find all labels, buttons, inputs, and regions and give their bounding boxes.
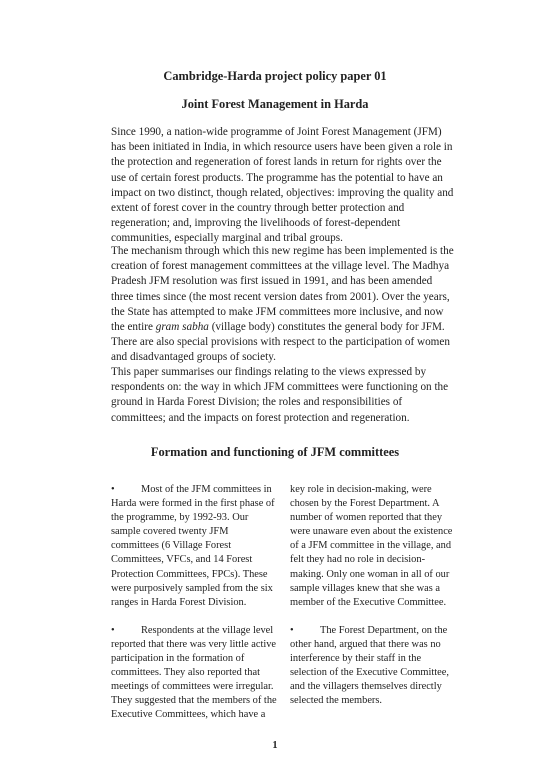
- series-title: Cambridge-Harda project policy paper 01: [163, 69, 387, 83]
- gram-sabha-term: gram sabha: [155, 321, 209, 334]
- intro-paragraph-2-part-b: (village body) constitutes the general body for JFM. There are also special provisions with respect to the participation of women and disadvantaged groups of society.: [111, 321, 450, 364]
- bullet-icon: •: [111, 484, 115, 495]
- left-column: [111, 483, 278, 737]
- intro-paragraph-1: Since 1990, a nation-wide programme of Joint Forest Management (JFM) has been initiated in India, in which resource users have been given a role in the protection and regeneration of forest lands in return for rights over the use of certain forest products. The programme has the potential to have an impact on two distinct, though related, objectives: improving the quality and extent of forest cover in the country through better protection and regeneration; and, improving the livelihoods of forest-dependent communities, especially marginal and tribal groups.: [111, 126, 454, 245]
- page-number: 1: [272, 740, 278, 751]
- document-title: Joint Forest Management in Harda: [181, 97, 369, 111]
- intro-paragraph-2-part-a: The mechanism through which this new regime has been implemented is the creation of forest management committees at the village level. The Madhya Pradesh JFM resolution was first issued in 1991, and has been amended three times since (the most recent version dates from 2001). Over the years, the State has attempted to make JFM committees more inclusive, and now the entire: [111, 245, 454, 334]
- bullet-text: The Forest Department, on the other hand, argued that there was no interference by their staff in the selection of the Executive Committee, and the villagers themselves directly selected the members.: [290, 624, 449, 707]
- bullet-text: Respondents at the village level reported that there was very little active participation in the formation of committees. They also reported that meetings of committees were irregular. They suggested that the members of the Executive Committees, which have a: [111, 624, 277, 721]
- intro-paragraph-2: [111, 244, 457, 366]
- bullet-item: [290, 624, 457, 709]
- section-heading: Formation and functioning of JFM committees: [150, 445, 400, 459]
- right-column: [290, 483, 457, 722]
- bullet-text: Most of the JFM committees in Harda were formed in the first phase of the programme, by 1992-93. Our sample covered twenty JFM committees (6 Village Forest Committees, VFCs, and 14 Forest Protection Committees, FPCs). These were purposively sampled from the six ranges in Harda Forest Division.: [111, 484, 275, 608]
- continued-text: key role in decision-making, were chosen by the Forest Department. A number of women reported that they were unaware even about the existence of a JFM committee in the village, and felt they had no role in decision-making. Only one woman in all of our sample villages knew that she was a member of the Executive Committee.: [290, 484, 453, 608]
- bullet-item: [111, 624, 278, 723]
- bullet-icon: •: [290, 624, 294, 636]
- intro-paragraph-3: This paper summarises our findings relating to the views expressed by respondents on: the way in which JFM committees were functioning on the ground in Harda Forest Division; the roles and responsibilities of committees; and the impacts on forest protection and regeneration.: [111, 366, 449, 424]
- bullet-icon: •: [111, 624, 115, 636]
- bullet-item: [111, 483, 278, 610]
